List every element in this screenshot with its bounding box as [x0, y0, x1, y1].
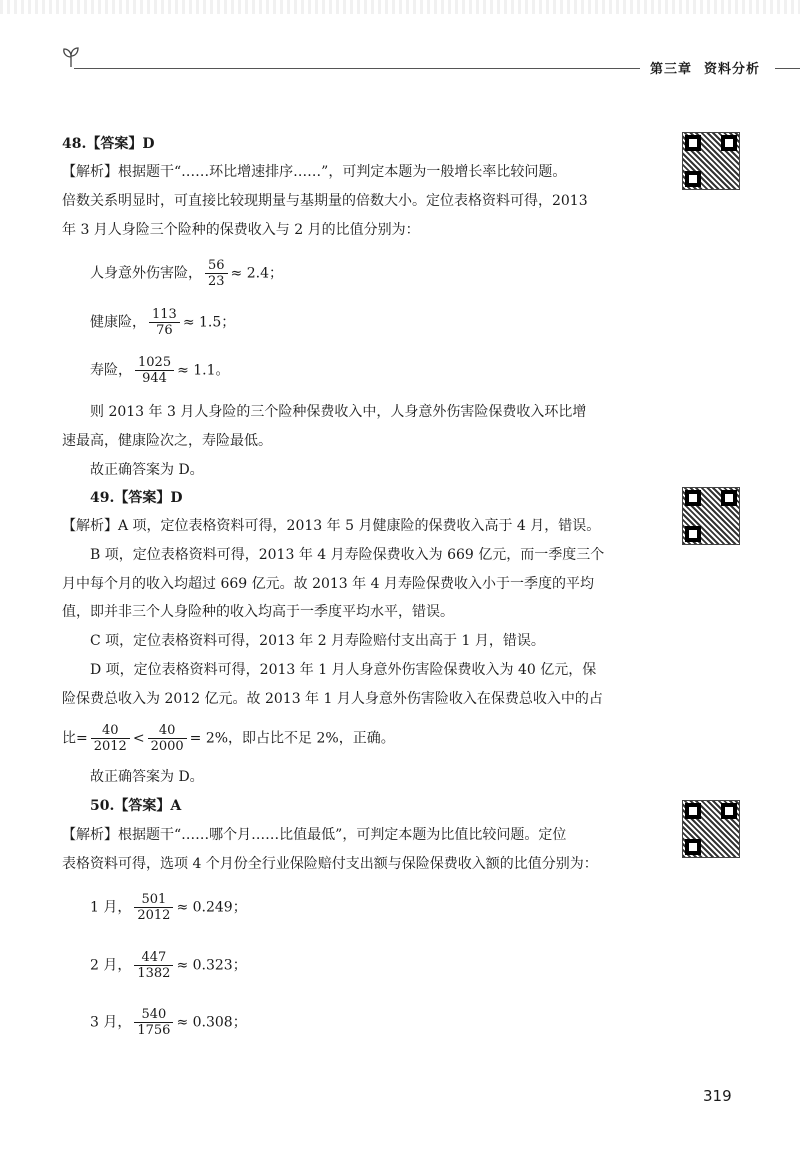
formula-result: ≈ 0.323；: [176, 957, 247, 974]
denominator: 944: [142, 371, 167, 386]
paragraph: 【解析】根据题干“……哪个月……比值最低”，可判定本题为比值比较问题。定位: [62, 827, 567, 843]
fraction: [135, 355, 174, 386]
formula-line: [90, 307, 235, 338]
formula-label: 寿险，: [90, 362, 132, 379]
formula-prefix: 比=: [62, 730, 88, 747]
fraction: [91, 723, 130, 754]
numerator: 40: [91, 723, 130, 739]
chapter-title: [650, 58, 772, 77]
answer-heading-48: 48.【答案】D: [62, 136, 155, 152]
formula-result: ≈ 1.1。: [177, 362, 230, 379]
fraction: [149, 307, 180, 338]
denominator: 2012: [137, 908, 171, 923]
fraction: [134, 950, 173, 981]
denominator: 23: [208, 274, 225, 289]
formula-line: [62, 723, 395, 754]
qr-code-50[interactable]: [682, 800, 740, 858]
denominator: 76: [156, 323, 173, 338]
formula-label: 1 月，: [90, 899, 132, 916]
header-rule-right: [775, 68, 800, 69]
numerator: 113: [149, 307, 180, 323]
numerator: 56: [205, 258, 228, 274]
fraction: [134, 1007, 173, 1038]
sprout-icon: [60, 45, 82, 69]
denominator: 1382: [137, 966, 171, 981]
formula-result: ≈ 1.5；: [182, 314, 236, 331]
paragraph: C 项，定位表格资料可得，2013 年 2 月寿险赔付支出高于 1 月，错误。: [90, 633, 545, 649]
denominator: 2000: [150, 739, 184, 754]
page-header: [60, 45, 800, 85]
paragraph: 年 3 月人身险三个险种的保费收入与 2 月的比值分别为：: [62, 222, 420, 238]
paragraph: 月中每个月的收入均超过 669 亿元。故 2013 年 4 月寿险保费收入小于一季度的平均: [62, 576, 594, 592]
formula-line: [90, 258, 283, 289]
header-rule: [74, 68, 640, 69]
answer-heading-50: 50.【答案】A: [90, 798, 182, 814]
paragraph: D 项，定位表格资料可得，2013 年 1 月人身意外伤害险保费收入为 40 亿元，保: [90, 662, 597, 678]
scan-noise: [0, 0, 800, 14]
formula-label: 2 月，: [90, 957, 132, 974]
numerator: 1025: [135, 355, 174, 371]
qr-code-49[interactable]: [682, 487, 740, 545]
paragraph: 表格资料可得，选项 4 个月份全行业保险赔付支出额与保险保费收入额的比值分别为：: [62, 856, 598, 872]
paragraph: 故正确答案为 D。: [90, 769, 204, 785]
chapter-section: 资料分析: [704, 62, 761, 77]
formula-result: ≈ 0.308；: [176, 1014, 247, 1031]
chapter-number: 第三章: [650, 62, 693, 77]
paragraph: 则 2013 年 3 月人身险的三个险种保费收入中，人身意外伤害险保费收入环比增: [90, 404, 587, 420]
formula-operator: <: [132, 730, 145, 747]
numerator: 40: [148, 723, 187, 739]
fraction: [134, 892, 173, 923]
answer-heading-49: 49.【答案】D: [90, 490, 183, 506]
denominator: 2012: [93, 739, 127, 754]
paragraph: 速最高，健康险次之，寿险最低。: [62, 433, 272, 449]
qr-code-48[interactable]: [682, 132, 740, 190]
formula-label: 人身意外伤害险，: [90, 265, 202, 282]
formula-line: [90, 355, 230, 386]
formula-result: ≈ 0.249；: [176, 899, 247, 916]
paragraph: B 项，定位表格资料可得，2013 年 4 月寿险保费收入为 669 亿元，而一季度三个: [90, 547, 605, 563]
fraction: [148, 723, 187, 754]
paragraph: 值，即并非三个人身险种的收入均高于一季度平均水平，错误。: [62, 604, 454, 620]
numerator: 447: [134, 950, 173, 966]
numerator: 501: [134, 892, 173, 908]
paragraph: 【解析】根据题干“……环比增速排序……”，可判定本题为一般增长率比较问题。: [62, 164, 567, 180]
paragraph: 故正确答案为 D。: [90, 462, 204, 478]
paragraph: 倍数关系明显时，可直接比较现期量与基期量的倍数大小。定位表格资料可得，2013: [62, 193, 588, 209]
formula-result: = 2%，即占比不足 2%，正确。: [189, 730, 395, 747]
paragraph: 险保费总收入为 2012 亿元。故 2013 年 1 月人身意外伤害险收入在保费总收入中的占: [62, 691, 603, 707]
formula-line: [90, 1007, 247, 1038]
formula-line: [90, 950, 247, 981]
page-number: 319: [703, 1087, 732, 1105]
formula-label: 健康险，: [90, 314, 146, 331]
fraction: [205, 258, 228, 289]
numerator: 540: [134, 1007, 173, 1023]
paragraph: 【解析】A 项，定位表格资料可得，2013 年 5 月健康险的保费收入高于 4 月，错误。: [62, 518, 601, 534]
formula-line: [90, 892, 247, 923]
denominator: 1756: [137, 1023, 171, 1038]
formula-label: 3 月，: [90, 1014, 132, 1031]
formula-result: ≈ 2.4；: [230, 265, 283, 282]
